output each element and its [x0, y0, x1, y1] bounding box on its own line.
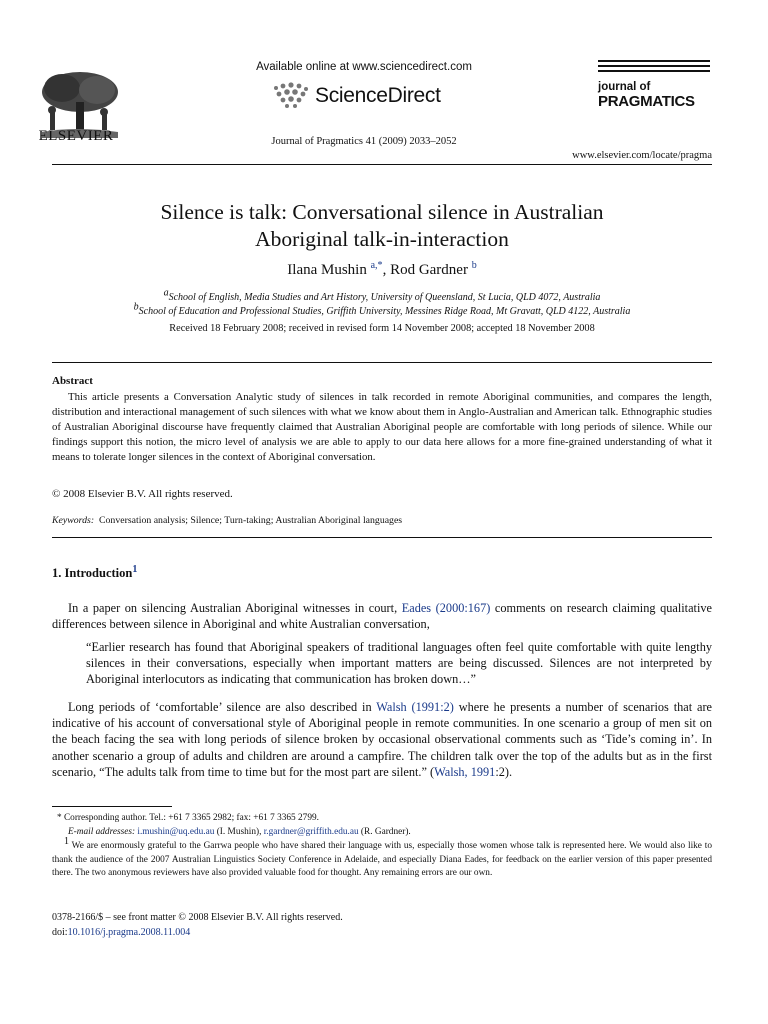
doi-label: doi: — [52, 927, 68, 938]
paragraph-text: Long periods of ‘comfortable’ silence are also described in — [68, 700, 377, 714]
affiliation-mark: b — [133, 301, 139, 313]
keywords — [52, 515, 402, 526]
citation-link[interactable]: Eades (2000:167) — [401, 601, 491, 615]
author-list — [52, 262, 712, 279]
sciencedirect-wordmark: ScienceDirect — [315, 84, 441, 107]
header-divider — [52, 164, 712, 165]
citation-link[interactable]: Walsh, 1991 — [434, 764, 496, 779]
paragraph-text: In a paper on silencing Australian Aboriginal witnesses in court, — [68, 601, 402, 615]
email-owner: (R. Gardner). — [358, 827, 411, 837]
doi-line — [52, 927, 190, 938]
abstract-text: This article presents a Conversation Analytic study of silences in talk recorded in remote Aboriginal communities, and compares the length, distribution and interactional management of such silences with what we know about them in Anglo-Australian and American talk. Ethnographic studies of Australian Aboriginal discourse have frequently claimed that Australian Aboriginal people are comfortable with long periods of silence. While our findings support this notion, the micro level of analysis we are able to apply to our data here allows for a more fine-grained understanding of what it means to tolerate longer silences in the context of Aboriginal conversation. — [52, 391, 712, 463]
publisher-name: ELSEVIER — [38, 128, 114, 144]
abstract-heading: Abstract — [52, 375, 93, 387]
section-heading-text: 1. Introduction — [52, 566, 133, 580]
email-owner: (I. Mushin), — [214, 827, 264, 837]
intro-paragraph-1 — [52, 600, 712, 632]
journal-logo-line1: journal of — [598, 81, 651, 93]
section-heading-introduction — [52, 563, 138, 581]
article-title — [52, 199, 712, 253]
citation-link[interactable]: Walsh (1991:2) — [376, 700, 454, 714]
footnote-1 — [52, 835, 712, 881]
author-affiliation-mark[interactable]: b — [471, 260, 477, 271]
received-dates: Received 18 February 2008; received in revised form 14 November 2008; accepted 18 November 2008 — [169, 323, 595, 334]
footnote-number: 1 — [64, 835, 69, 847]
footnote-mark[interactable]: 1 — [132, 563, 138, 575]
affiliation-text: School of English, Media Studies and Art History, University of Queensland, St Lucia, QLD 4072, Australia — [168, 292, 601, 303]
author-name: Ilana Mushin — [287, 262, 367, 278]
corresponding-author-note: * Corresponding author. Tel.: +61 7 3365 2982; fax: +61 7 3365 2799. — [57, 813, 319, 823]
available-online-text: Available online at www.sciencedirect.com — [256, 61, 472, 73]
keywords-label: Keywords: — [52, 515, 95, 526]
doi-link[interactable]: 10.1016/j.pragma.2008.11.004 — [67, 927, 191, 938]
affiliation-a — [52, 287, 712, 303]
title-line: Aboriginal talk-in-interaction — [255, 227, 509, 251]
journal-url[interactable]: www.elsevier.com/locate/pragma — [572, 150, 712, 161]
copyright-notice: © 2008 Elsevier B.V. All rights reserved. — [52, 488, 233, 500]
title-line: Silence is talk: Conversational silence in Australian — [160, 200, 604, 224]
block-quote: “Earlier research has found that Aboriginal speakers of traditional languages often feel quite comfortable with quite lengthy silences in their conversations, especially when important matters are being discussed. Silences are not interpreted by Aboriginal interlocutors as indicating that communication has broken down…” — [86, 640, 712, 687]
journal-logo — [598, 60, 710, 110]
abstract-bottom-divider — [52, 537, 712, 538]
issn-line: 0378-2166/$ – see front matter © 2008 Elsevier B.V. All rights reserved. — [52, 912, 343, 923]
affiliation-text: School of Education and Professional Studies, Griffith University, Messines Ridge Road, Mt Gravatt, QLD 4122, Australia — [138, 306, 631, 317]
author-separator: , — [382, 262, 391, 278]
logo-rule — [598, 60, 710, 62]
author-name: Rod Gardner — [390, 262, 468, 278]
intro-paragraph-2 — [52, 699, 712, 780]
footnote-text: We are enormously grateful to the Garrwa people who have shared their language with us, especially those women whose talk is represented here. We would also like to thank the audience of the 2007 Australian Linguistics Society Conference in Adelaide, and especially Diana Eades, for feedback on the earlier version of this paper presented there. The two anonymous reviewers have also provided valuable food for thought. Any remaining errors are our own. — [52, 841, 712, 878]
journal-logo-line2: PRAGMATICS — [598, 93, 695, 110]
keywords-list: Conversation analysis; Silence; Turn-taking; Australian Aboriginal languages — [99, 515, 403, 526]
logo-rule — [598, 70, 710, 72]
abstract-top-divider — [52, 362, 712, 363]
paragraph-text: comments on research claiming qualitative differences between silence in Aboriginal and white Australian conversation, — [52, 601, 712, 632]
email-addresses — [68, 826, 411, 840]
paragraph-text: :2). — [495, 764, 513, 779]
footnote-divider — [52, 806, 172, 807]
email-link[interactable]: r.gardner@griffith.edu.au — [263, 827, 359, 837]
email-link[interactable]: i.mushin@uq.edu.au — [137, 827, 215, 837]
affiliation-b — [52, 301, 712, 317]
paragraph-text: where he presents a number of scenarios that are indicative of his account of conversational style of Aboriginal people in remote communities. In one scenario a group of men sit on the beach facing the sea with long periods of silence broken by occasional observational comments such as ‘Tide’s coming in’. In another scenario a group of adults and children are around a campfire. The children talk over the top of the adults but as in the first scenario, “The adults talk from time to time but for the most part are silent.” ( — [52, 700, 713, 779]
logo-rule — [598, 65, 710, 67]
affiliation-mark: a — [163, 287, 169, 299]
email-label: E-mail addresses: — [68, 827, 136, 837]
author-affiliation-mark[interactable]: a,* — [370, 260, 383, 271]
journal-citation: Journal of Pragmatics 41 (2009) 2033–2052 — [271, 136, 457, 147]
